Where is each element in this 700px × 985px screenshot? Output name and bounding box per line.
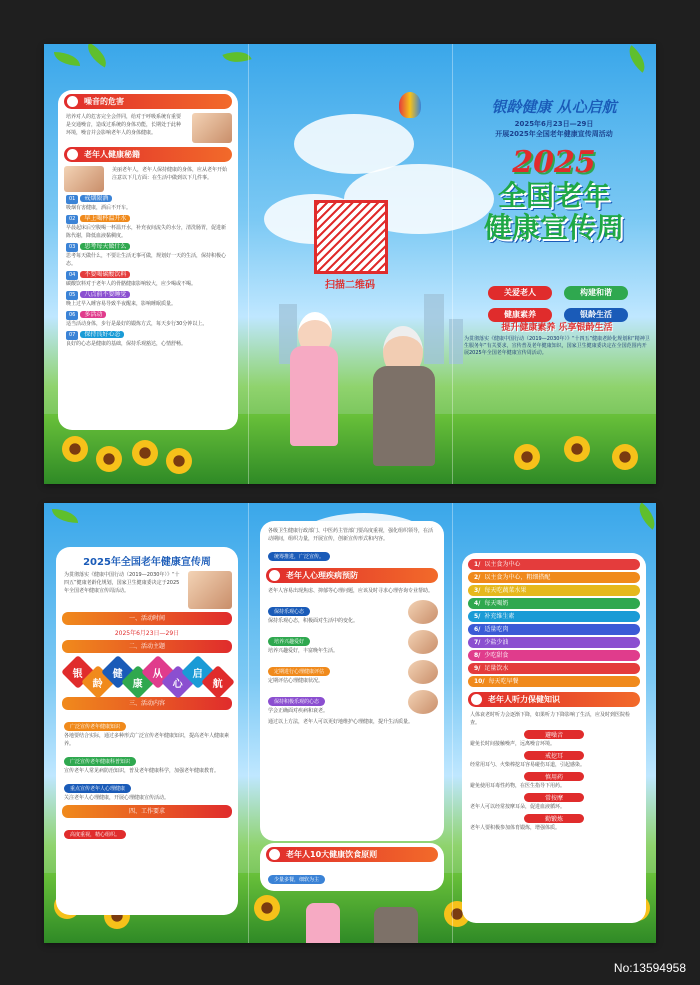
hearing-label: 勤锻炼	[524, 814, 584, 823]
mental-tip	[260, 598, 444, 625]
diet-rule	[468, 559, 640, 570]
diet-rules-list	[462, 559, 646, 687]
diet-rule-text: 少吃甜食	[484, 652, 509, 659]
nurse-illustration	[306, 903, 340, 943]
health-tips-card	[58, 90, 238, 430]
cover-intro: 为贯彻落实《健康中国行动（2019—2030年）》“十四五”健康老龄化规划和“精神卫生服务年”有关要求，宣传普及老年健康知识，国家卫生健康委决定在全国范围内开展2025年全国老年健康宣传周活动。	[464, 336, 650, 356]
tip-heading	[58, 214, 238, 224]
tip-illustration	[408, 600, 438, 624]
sunflower	[254, 895, 280, 921]
tip-label: 保持良好心态	[80, 331, 124, 338]
requirement-item: 高度重视，精心组织。	[64, 830, 126, 839]
mental-tip-box	[260, 688, 408, 715]
diet-rule-number: 9/	[474, 665, 481, 672]
elderly-illustration	[64, 166, 104, 192]
brochure-inside	[44, 503, 656, 943]
sunflower	[166, 448, 192, 474]
tip-text: 碳酸饮料对于老年人的骨骼健康影响较大，应少喝或不喝。	[66, 281, 197, 287]
plus-icon	[471, 694, 482, 705]
activity-line: 开展2025年全国老年健康宣传周活动	[495, 130, 613, 138]
qr-label: 扫描二维码	[325, 280, 375, 291]
hearing-list	[462, 730, 646, 832]
sunflower	[62, 436, 88, 462]
section-header	[266, 847, 438, 862]
plus-icon	[67, 96, 78, 107]
tip-label: 早上喝杯温开水	[80, 215, 130, 222]
mental-tip-label: 定期进行心理健康评估	[268, 667, 330, 676]
tip-label: 多活动	[80, 311, 106, 318]
diet-rule	[468, 611, 640, 622]
diet-rule-number: 2/	[474, 574, 481, 581]
mental-tip-label: 培养兴趣爱好	[268, 637, 310, 646]
diet-rule-number: 1/	[474, 561, 481, 568]
secrets-section	[58, 166, 238, 192]
middle-top-text: 各级卫生健康行政部门、中医药主管部门要高度重视，强化组织领导，在活动期间，组织力量，开展宣传，创新宣传形式和内容。	[268, 528, 434, 542]
diet-rule-number: 7/	[474, 639, 481, 646]
tip-text: 良好的心态是健康的基础，保持乐观豁达，心情舒畅。	[66, 341, 187, 347]
activity-title: 2025年全国老年健康宣传周	[83, 557, 211, 568]
tip-item	[58, 214, 238, 240]
nurse-illustration	[284, 312, 344, 462]
sunflower	[96, 446, 122, 472]
theme-char: 心	[172, 678, 183, 690]
tip-number: 05	[66, 291, 78, 300]
diet-rule-text: 每天吃蔬菜水果	[484, 587, 527, 594]
hearing-label: 戒挖耳	[524, 751, 584, 760]
secrets-title: 老年人健康秘籍	[84, 150, 140, 159]
watermark: No:13594958	[613, 961, 686, 975]
diet-rule	[468, 624, 640, 635]
tip-label: 思考每天做什么	[80, 243, 130, 250]
diet-card	[260, 843, 444, 891]
tip-number: 07	[66, 331, 78, 340]
activity-date: 2025年6月23日—29日	[114, 630, 180, 637]
diet-rule-number: 5/	[474, 613, 481, 620]
tips-list	[260, 598, 444, 715]
diet-rule-number: 10/	[474, 678, 485, 685]
tip-heading	[58, 270, 238, 280]
tip-heading	[58, 194, 238, 204]
tip-number: 02	[66, 215, 78, 224]
tip-text: 晚上过早入睡容易导致半夜醒来，影响睡眠质量。	[66, 301, 177, 307]
fold-line	[248, 44, 249, 484]
tip-illustration	[408, 690, 438, 714]
section-header	[468, 692, 640, 707]
tip-item	[58, 330, 238, 348]
section-header	[64, 147, 232, 162]
fold-line	[452, 503, 453, 943]
noise-section	[58, 113, 238, 143]
sunflower	[132, 440, 158, 466]
section-header: 四、工作要求	[62, 805, 232, 818]
tip-illustration	[408, 630, 438, 654]
plus-icon	[269, 849, 280, 860]
diet-rule	[468, 650, 640, 661]
diet-first: 少量多餐，细软为主	[268, 875, 325, 884]
tip-number: 06	[66, 311, 78, 320]
hot-air-balloon	[399, 92, 421, 118]
doctor-illustration	[192, 113, 232, 143]
slogan: 银龄健康 从心启航	[491, 98, 617, 116]
mental-tip-text: 定期评估心理健康状况。	[268, 678, 324, 684]
content-text: 宣传老年人常见病防治知识，普及老年健康科学，加强老年健康教育。	[64, 768, 220, 774]
mental-tip-text: 保持乐观心态，积极面对生活中的变化。	[268, 618, 359, 624]
noise-title: 噪音的危害	[84, 97, 124, 106]
hearing-text: 避免长时间接触噪声，远离噪音环境。	[470, 741, 556, 747]
tip-item	[58, 270, 238, 288]
diet-rule-text: 足量饮水	[484, 665, 509, 672]
tip-heading	[58, 242, 238, 252]
theme-char: 康	[132, 678, 143, 690]
mental-tip	[260, 658, 444, 685]
tip-item	[58, 310, 238, 328]
section-header: 三、活动内容	[62, 697, 232, 710]
title-line-2: 健康宣传周	[483, 211, 624, 244]
diet-rule-text: 每天吃早餐	[488, 678, 519, 685]
diet-rule-text: 少盐少油	[484, 639, 509, 646]
fold-line	[452, 44, 453, 484]
middle-item-2: 统筹推进，广泛宣传。	[268, 552, 330, 561]
hearing-intro: 人体衰老时听力会逐渐下降，如果听力下降影响了生活，应及时到医院检查。	[470, 712, 631, 726]
sub-slogan: 提升健康素养 乐享银龄生活	[501, 323, 613, 333]
elderly-couple-illustration	[188, 571, 232, 609]
fold-line	[248, 503, 249, 943]
theme-char: 从	[152, 668, 163, 680]
hearing-label: 慎用药	[524, 772, 584, 781]
sunflower	[564, 436, 590, 462]
elderly-man-illustration	[369, 326, 439, 466]
content-list	[56, 713, 238, 802]
diet-title: 老年人10大健康饮食原则	[286, 850, 378, 859]
tip-label: 八点前不要睡觉	[80, 291, 130, 298]
activity-intro: 为贯彻落实《健康中国行动（2019—2030年）》“十四五”健康老龄化规划，国家卫生健康委决定于2025年全国老年健康宣传周活动。	[64, 572, 180, 594]
diet-hearing-card	[462, 553, 646, 923]
tip-heading	[58, 310, 238, 320]
diet-rule-number: 4/	[474, 600, 481, 607]
activity-card	[56, 547, 238, 915]
mental-tip-label: 保持积极乐观的心态	[268, 697, 325, 706]
tip-heading	[58, 330, 238, 340]
diet-rule-number: 6/	[474, 626, 481, 633]
section-header: 二、活动主题	[62, 640, 232, 653]
cover-panel	[454, 96, 654, 244]
tip-text: 思考每天做什么，不要让生活无事可做，规划好一天的生活，保持积极心态。	[66, 253, 227, 267]
diet-rule-text: 适量吃肉	[484, 626, 509, 633]
cover-tag-button: 健康素养	[488, 308, 552, 322]
mental-tip	[260, 688, 444, 715]
hearing-text: 经常用耳勺、火柴棒挖耳容易碰伤耳道，引起感染。	[470, 762, 586, 768]
theme-char: 龄	[92, 678, 103, 690]
diet-rule-text: 以主食为中心，粗细搭配	[484, 574, 551, 581]
hearing-text: 老年人可以经常按摩耳朵，促进血液循环。	[470, 804, 566, 810]
diet-rule	[468, 572, 640, 583]
hearing-text: 老年人要积极参加体育锻炼，增强体质。	[470, 825, 561, 831]
content-text: 各地要结合实际，通过多种形式广泛宣传老年健康知识，提高老年人健康素养。	[64, 733, 230, 747]
hearing-label: 避噪音	[524, 730, 584, 739]
theme-diamonds	[56, 656, 238, 694]
diet-rule-number: 8/	[474, 652, 481, 659]
tip-number: 04	[66, 271, 78, 280]
tip-number: 01	[66, 195, 78, 204]
theme-char: 航	[212, 678, 223, 690]
section-header: 一、活动时间	[62, 612, 232, 625]
content-label: 广泛宣传老年健康科普知识	[64, 757, 136, 766]
hearing-text: 避免使用耳毒性药物，在医生指导下用药。	[470, 783, 566, 789]
diet-rule	[468, 663, 640, 674]
diet-rule	[468, 637, 640, 648]
qr-code-placeholder	[314, 200, 388, 274]
diet-rule	[468, 598, 640, 609]
diet-rule-number: 3/	[474, 587, 481, 594]
cover-tag-button: 关爱老人	[488, 286, 552, 300]
plus-icon	[269, 570, 280, 581]
elderly-man-illustration	[374, 907, 418, 943]
cover-button-group	[482, 280, 642, 324]
theme-char: 启	[192, 668, 203, 680]
mental-tip-box	[260, 628, 408, 655]
heart-title: 老年人心理疾病预防	[286, 571, 358, 580]
middle-bottom-text: 通过以上方法，老年人可以更好地维护心理健康，提升生活质量。	[268, 719, 414, 725]
hearing-title: 老年人听力保健知识	[488, 695, 560, 704]
cover-tag-button: 构建和谐	[564, 286, 628, 300]
hearing-label: 常按摩	[524, 793, 584, 802]
mental-tip-text: 培养兴趣爱好，丰富晚年生活。	[268, 648, 339, 654]
psychology-card	[260, 521, 444, 841]
section-header	[266, 568, 438, 583]
content-label: 广泛宣传老年健康知识	[64, 722, 126, 731]
mental-tip	[260, 628, 444, 655]
tip-number: 03	[66, 243, 78, 252]
title-line-1: 全国老年	[497, 179, 610, 212]
diet-rule	[468, 676, 640, 687]
content-text: 关注老年人心理健康，开展心理健康宣传活动。	[64, 795, 170, 801]
tip-text: 适当活动身体，步行是最好的锻炼方式，每天步行30分钟以上。	[66, 321, 208, 327]
tip-label: 戒烟限酒	[80, 195, 112, 202]
leaf	[52, 509, 78, 523]
diet-rule-text: 以主食为中心	[484, 561, 521, 568]
leaf	[54, 52, 80, 66]
noise-text: 培养对人的危害完全会伴同，给对于呼吸系统有重要是交通噪音，造成过系统的身体功能，长期处于此种环境，噪音并会影响老年人的身体健康。	[66, 114, 182, 136]
tip-heading	[58, 290, 238, 300]
leaf	[633, 503, 656, 530]
sunflower	[612, 444, 638, 470]
mental-tip-box	[260, 598, 408, 625]
tip-item	[58, 242, 238, 268]
tip-text: 早晨起床后空腹喝一杯温开水，补充夜间流失的水分，清洗肠胃，促进新陈代谢，降低血液黏稠度。	[66, 225, 227, 239]
tip-item	[58, 290, 238, 308]
secrets-text: 美丽老年人，老年人保持健康的身体，应从老年开始注意以下几方面：在生活中做到以下几件事。	[112, 167, 228, 181]
tip-item	[58, 194, 238, 212]
date-line: 2025年6月23日—29日	[514, 120, 594, 128]
tip-label: 不要喝碳酸饮料	[80, 271, 130, 278]
mental-tip-box	[260, 658, 408, 685]
leaf	[623, 45, 652, 72]
tip-text: 吸烟有害健康，酒后不开车。	[66, 205, 132, 211]
leaf	[82, 44, 112, 68]
tip-illustration	[408, 660, 438, 684]
tips-list	[58, 194, 238, 348]
brochure-outside	[44, 44, 656, 484]
year-text: 2025	[512, 145, 596, 180]
plus-icon	[67, 149, 78, 160]
heart-text: 老年人容易出现焦虑、抑郁等心理问题，应该及时寻求心理咨询专业帮助。	[268, 588, 434, 594]
cover-tag-button: 银龄生活	[564, 308, 628, 322]
theme-char: 银	[72, 668, 83, 680]
diet-rule-text: 每天喝奶	[484, 600, 509, 607]
mental-tip-text: 学会正确面对疾病和衰老。	[268, 708, 329, 714]
content-label: 重点宣传老年人心理健康	[64, 784, 131, 793]
diet-rule-text: 补充维生素	[484, 613, 515, 620]
diet-rule	[468, 585, 640, 596]
mental-tip-label: 保持乐观心态	[268, 607, 310, 616]
section-header	[64, 94, 232, 109]
sunflower	[514, 444, 540, 470]
theme-char: 健	[112, 668, 123, 680]
